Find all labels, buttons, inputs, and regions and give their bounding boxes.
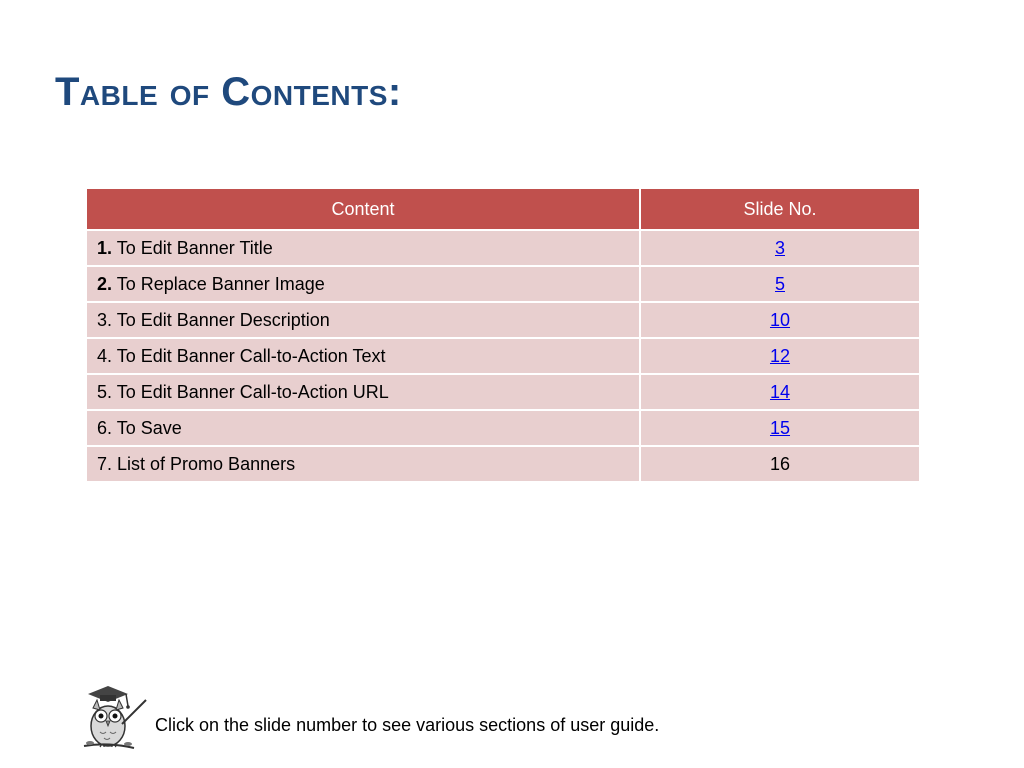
footer-text: Click on the slide number to see various sections of user guide. — [155, 714, 660, 735]
slide-number-link[interactable]: 12 — [769, 345, 791, 366]
toc-item-label: To Save — [112, 417, 182, 438]
slide-number: 16 — [769, 453, 791, 474]
table-row — [86, 374, 920, 410]
slide-number-link[interactable]: 3 — [774, 237, 785, 258]
toc-item-number: 4. — [97, 345, 113, 366]
toc-content-cell — [86, 374, 640, 410]
toc-slide-cell — [640, 374, 920, 410]
toc-slide-cell — [640, 302, 920, 338]
toc-item-label: To Edit Banner Title — [112, 237, 273, 258]
toc-content-cell — [86, 302, 640, 338]
toc-item-number: 2. — [97, 273, 113, 294]
toc-item-number: 5. — [97, 381, 113, 402]
toc-content-cell — [86, 266, 640, 302]
slide-title: Table of Contents: — [55, 70, 402, 114]
toc-item-number: 1. — [97, 237, 113, 258]
table-row — [86, 266, 920, 302]
toc-content-cell — [86, 446, 640, 482]
toc-item-number: 3. — [97, 309, 113, 330]
toc-slide-cell — [640, 266, 920, 302]
table-row — [86, 446, 920, 482]
toc-slide-cell — [640, 338, 920, 374]
footer-note — [78, 680, 659, 752]
table-row — [86, 410, 920, 446]
toc-item-label: To Edit Banner Description — [112, 309, 330, 330]
table-row — [86, 230, 920, 266]
toc-slide-cell — [640, 230, 920, 266]
toc-content-cell — [86, 230, 640, 266]
toc-table-body — [86, 230, 920, 482]
toc-item-label: To Replace Banner Image — [112, 273, 325, 294]
header-slide-no: Slide No. — [640, 188, 920, 230]
toc-item-label: To Edit Banner Call-to-Action Text — [112, 345, 386, 366]
toc-item-label: To Edit Banner Call-to-Action URL — [112, 381, 389, 402]
toc-slide-cell — [640, 410, 920, 446]
table-row — [86, 338, 920, 374]
slide-number-link[interactable]: 10 — [769, 309, 791, 330]
slide-number-link[interactable]: 5 — [774, 273, 785, 294]
toc-slide-cell — [640, 446, 920, 482]
toc-item-label: List of Promo Banners — [112, 453, 296, 474]
table-row — [86, 302, 920, 338]
toc-content-cell — [86, 338, 640, 374]
toc-item-number: 6. — [97, 417, 113, 438]
slide-number-link[interactable]: 15 — [769, 417, 791, 438]
toc-table — [85, 187, 921, 483]
toc-content-cell — [86, 410, 640, 446]
slide-number-link[interactable]: 14 — [769, 381, 791, 402]
table-header-row — [86, 188, 920, 230]
toc-item-number: 7. — [97, 453, 113, 474]
header-content: Content — [86, 188, 640, 230]
owl-graduate-icon — [78, 680, 150, 752]
